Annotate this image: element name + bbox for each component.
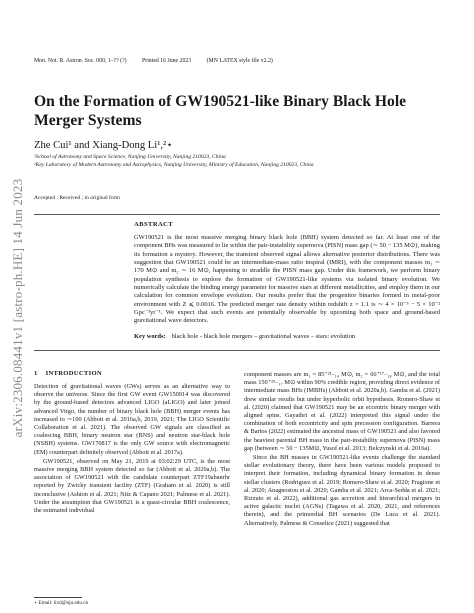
divider-bottom [34, 350, 440, 351]
journal-citation: Mon. Not. R. Astron. Soc. 000, 1–?? (?) [34, 58, 127, 64]
affiliations [34, 153, 454, 169]
abstract-heading: ABSTRACT [134, 221, 174, 228]
affiliation-1: ¹School of Astronomy and Space Science, Nanjing University, Nanjing 210023, China [34, 154, 226, 160]
right-column [244, 371, 440, 528]
footnote-rule [34, 597, 82, 598]
divider-top [34, 214, 440, 215]
keywords-label: Key words: [134, 333, 166, 340]
keywords-text: black hole - black hole mergers – gravitational waves – stars: evolution [171, 333, 356, 340]
arxiv-stamp: arXiv:2306.08441v1 [astro-ph.HE] 14 Jun 2023 [10, 178, 25, 438]
printed-date: Printed 16 June 2023 [142, 58, 192, 64]
paragraph: Detection of gravitational waves (GWs) serves as an alternative way to observe the universe. Since the first GW event GW150914 was discovered by the ground-based detectors advanced LIGO (aLIGO) and later joined advanced Virgo, the number of binary black hole (BBH) merger events has increased to ∼100 (Abbott et al. 2016a,b, 2019, 2021; The LIGO Scientific Collaboration et al. 2021). The observed GW signals are classified as coalescing BBH, binary neutron star (BNS) and neutron star-black hole (NSBH) systems. GW170817 is the only GW source with electromagnetic (EM) counterpart definitely observed (Abbott et al. 2017a). [34, 383, 230, 456]
running-header [34, 58, 287, 64]
paragraph: component masses are m₁ = 85⁺²¹₋₁₄ M⊙, m₂ = 66⁺¹⁷₋₁₈ M⊙, and the total mass 150⁺²⁹₋₁₇ M⊙ within 90% credible region, providing direct evidence of intermediate mass BHs (IMBHs) (Abbott et al. 2020a,b). Gamba et al. (2021) drew similar results but under hyperbolic orbit hypothesis. Romero-Shaw et al. (2020) claimed that GW190521 may be an eccentric binary merger with aligned spins. Gayathri et al. (2022) interpreted this signal under the combination of both eccentricity and spin precession configuration. Barrera & Bartos (2022) estimated the ancestral mass of GW190521 and also favored the heaviest parental BH mass in the pair-instability supernova (PISN) mass gap (between ∼ 50 − 135M⊙, Yusof et al. 2013; Belczynski et al. 2016a). [244, 371, 440, 452]
keywords [134, 333, 440, 340]
paper-title: On the Formation of GW190521-like Binary Black Hole Merger Systems [34, 93, 407, 129]
paragraph: Since the BH masses in GW190521-like events challenge the standard stellar evolutionary theory, there have been various models proposed to interpret their formation, including dynamical binary formation in dense stellar clusters (Rodriguez et al. 2019; Romero-Shaw et al. 2020; Fragione et al. 2020; Anagnostou et al. 2020; Gamba et al. 2021; Arca-Sedda et al. 2021; Rizzuto et al. 2022), additional gas accretion and hierarchical mergers in active galactic nuclei (AGNs) (Tagawa et al. 2020, 2021, and references therein), and the primordial BH scenarios (De Luca et al. 2021). Alternatively, Palmese & Conselice (2021) suggested that [244, 454, 440, 527]
section-number: 1 [34, 370, 38, 377]
abstract-body: GW190521 is the most massive merging binary black hole (BBH) system detected so far. At least one of the component BHs was measured to lie within the pair-instability supernova (PISN) mass gap (∼ 50 − 135 M⊙), making its formation a mystery. However, the transient observed signal allows alternative posterior distributions. There was suggestion that GW190521 could be an intermediate-mass ratio inspiral (IMRI), with the component masses m₁ ∼ 170 M⊙ and m₂ ∼ 16 M⊙, happening to straddle the PISN mass gap. Under this framework, we perform binary population synthesis to explore the formation of GW190521-like systems via isolated binary evolution. We numerically calculate the binding energy parameter for massive stars at different metallicities, and employ them in our calculation for common envelope evolution. Our results prefer that the progenitor binaries formed in metal-poor environment with Z ⩽ 0.0016. The predicted merger rate density within redshift z = 1.1 is ∼ 4 × 10⁻⁵ − 5 × 10⁻² Gpc⁻³yr⁻¹. We expect that such events are potentially observable by upcoming both space and ground-based gravitational wave detectors. [134, 234, 440, 325]
section-title: INTRODUCTION [45, 370, 102, 377]
author-list: Zhe Cui¹ and Xiang-Dong Li¹,²⋆ [34, 140, 173, 151]
accepted-line: Accepted . Received ; in original form [34, 195, 120, 201]
affiliation-2: ²Key Laboratory of Modern Astronomy and Astrophysics, Nanjing University, Ministry of Education, Nanjing 210023, China [34, 162, 314, 168]
style-file-note: (MN LATEX style file v2.2) [206, 58, 273, 64]
paragraph: GW190521, observed on May 21, 2019 at 03:02:29 UTC, is the most massive merging BBH system detected so far (Abbott et al. 2020a,b). The association of GW190521 with the candidate counterpart ZTF19abanrhr reported by Zwicky transient facility (ZTF) (Graham et al. 2020) is still inconclusive (Ashton et al. 2021; Nitz & Capano 2021; Palmese et al. 2021). Under the assumption that GW190521 is a quasi-circular BBH coalescence, the estimated individual [34, 457, 230, 515]
footnote-email: ⋆ Email: lixd@nju.edu.cn [34, 600, 89, 606]
left-column [34, 383, 230, 515]
section-heading [34, 370, 110, 377]
